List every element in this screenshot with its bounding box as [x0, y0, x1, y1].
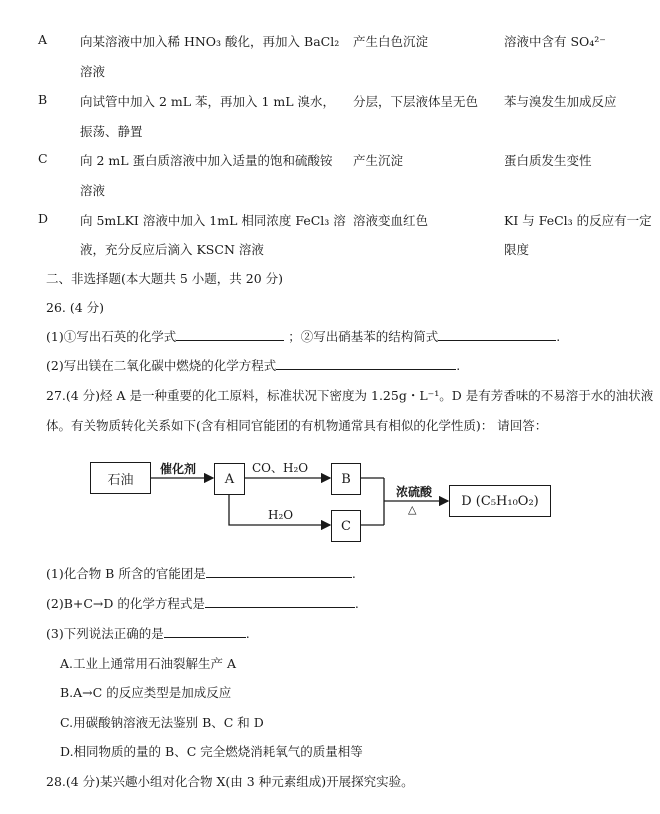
box-oil: 石油	[90, 462, 151, 494]
row-conclusion: 苯与溴发生加成反应	[504, 94, 617, 109]
row-conclusion: 蛋白质发生变性	[504, 153, 592, 168]
label-co-h2o: CO、H₂O	[252, 461, 309, 475]
q27-intro-line2: 体。有关物质转化关系如下(含有相同官能团的有机物通常具有相似的化学性质)： 请回答：	[46, 418, 548, 433]
q26-heading: 26. (4 分)	[46, 300, 105, 315]
row-operation-line2: 溶液	[80, 64, 106, 79]
q27-sub2-text: (2)B+C→D 的化学方程式是	[46, 596, 205, 611]
label-heat: △	[408, 503, 417, 516]
row-operation-line1: 向试管中加入 2 mL 苯，再加入 1 mL 溴水，	[80, 94, 336, 109]
choice-option-b: B.A→C 的反应类型是加成反应	[60, 685, 232, 700]
box-d: D (C₅H₁₀O₂)	[449, 485, 551, 517]
q26-part2-text: ；②写出硝基苯的结构简式	[288, 329, 439, 344]
answer-blank[interactable]	[164, 625, 246, 638]
q27-sub3	[46, 624, 250, 642]
row-phenomenon: 产生沉淀	[353, 153, 404, 168]
row-label: A	[38, 32, 48, 47]
row-phenomenon: 产生白色沉淀	[353, 34, 429, 49]
q27-sub2	[46, 594, 359, 612]
box-b: B	[331, 463, 361, 495]
q27-intro-line1: 27.(4 分)烃 A 是一种重要的化工原料，标准状况下密度为 1.25g・L⁻¹。D 是有芳香味的不易溶于水的油状液	[46, 388, 654, 403]
choice-option-a: A.工业上通常用石油裂解生产 A	[60, 656, 237, 671]
choice-option-d: D.相同物质的量的 B、C 完全燃烧消耗氧气的质量相等	[60, 744, 363, 759]
period: .	[354, 596, 359, 611]
row-label: C	[38, 151, 48, 166]
answer-blank[interactable]	[206, 565, 352, 578]
choice-option-c: C.用碳酸钠溶液无法鉴别 B、C 和 D	[60, 715, 264, 730]
q26-part1-text: (1)①写出石英的化学式	[46, 329, 177, 344]
row-conclusion-line1: KI 与 FeCl₃ 的反应有一定	[504, 213, 652, 228]
q28-text: 28.(4 分)某兴趣小组对化合物 X(由 3 种元素组成)开展探究实验。	[46, 774, 414, 789]
period: .	[351, 566, 356, 581]
period: .	[245, 626, 250, 641]
row-operation-line1: 向 5mLKI 溶液中加入 1mL 相同浓度 FeCl₃ 溶	[80, 213, 346, 228]
row-conclusion: 溶液中含有 SO₄²⁻	[504, 34, 606, 49]
row-operation-line2: 溶液	[80, 183, 106, 198]
label-conc-sulfuric-acid: 浓硫酸	[396, 485, 433, 499]
row-operation-line1: 向 2 mL 蛋白质溶液中加入适量的饱和硫酸铵	[80, 153, 333, 168]
row-conclusion-line2: 限度	[504, 242, 530, 257]
row-phenomenon: 分层，下层液体呈无色	[353, 94, 479, 109]
row-operation-line2: 液，充分反应后滴入 KSCN 溶液	[80, 242, 264, 257]
row-operation-line1: 向某溶液中加入稀 HNO₃ 酸化，再加入 BaCl₂	[80, 34, 340, 49]
q26-part3-text: (2)写出镁在二氧化碳中燃烧的化学方程式	[46, 358, 277, 373]
period: .	[556, 329, 561, 344]
row-label: B	[38, 92, 48, 107]
answer-blank[interactable]	[205, 595, 355, 608]
label-h2o: H₂O	[268, 508, 294, 522]
period: .	[456, 358, 461, 373]
q27-sub3-text: (3)下列说法正确的是	[46, 626, 164, 641]
box-c: C	[331, 510, 361, 542]
row-label: D	[38, 211, 49, 226]
row-operation-line2: 振荡、静置	[80, 124, 143, 139]
section-title: 二、非选择题(本大题共 5 小题，共 20 分)	[46, 271, 284, 286]
q27-sub1-text: (1)化合物 B 所含的官能团是	[46, 566, 206, 581]
row-phenomenon: 溶液变血红色	[353, 213, 429, 228]
box-a: A	[214, 463, 245, 495]
label-catalyst: 催化剂	[160, 462, 197, 476]
q27-sub1	[46, 564, 356, 582]
